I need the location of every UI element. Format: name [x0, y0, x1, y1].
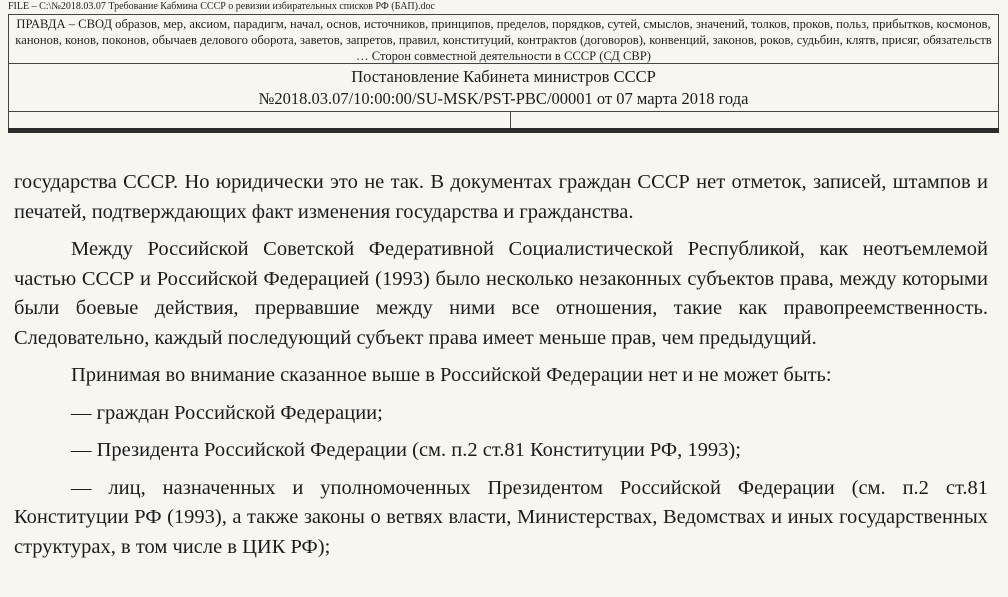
decree-title: Постановление Кабинета министров СССР [351, 67, 656, 86]
decree-number: №2018.03.07/10:00:00/SU-MSK/PST-PBC/00001 от 07 марта 2018 года [258, 89, 749, 108]
paragraph-rsfsr: Между Российской Советской Федеративной Социалистической Республикой, как неотъемлемой частью СССР и Российской Федерацией (1993) было несколько незаконных субъектов права, между которыми были боевые действия, прервавшие между ними все отношения, такие как правопреемственность. Следовательно, каждый последующий субъект права имеет меньше прав, чем предыдущий. [14, 238, 988, 349]
header-rule [9, 111, 998, 112]
list-item-appointees: — лиц, назначенных и уполномоченных Президентом Российской Федерации (см. п.2 ст.81 Конституции РФ (1993), а также законы о ветвях власти, Министерствах, Ведомствах и иных государственных структурах, в том числе в ЦИК РФ); [14, 476, 988, 558]
header-thick-rule [8, 128, 999, 133]
paragraph-continuation: государства СССР. Но юридически это не так. В документах граждан СССР нет отметок, записей, штампов и печатей, подтверждающих факт изменения государства и гражданства. [14, 171, 988, 223]
list-item-citizens: — граждан Российской Федерации; [71, 401, 383, 424]
file-path-line: FILE – C:\№2018.03.07 Требование Кабмина СССР о ревизии избирательных списков РФ (БАП).doc [8, 1, 435, 12]
header-divider [510, 111, 511, 128]
decree-block [9, 64, 998, 110]
pravda-preamble: ПРАВДА – СВОД образов, мер, аксиом, парадигм, начал, основ, источников, принципов, пределов, порядков, сутей, смыслов, значений, толков, проков, польз, прибытков, космонов, канонов, конов, поконов, обычаев делового оборота, заветов, запретов, правил, конституций, контрактов (договоров), конвенций, законов, роков, судьбин, клятв, присяг, обязательств … Сторон совместной деятельности в СССР (СД СВР) [9, 15, 998, 64]
document-body [14, 168, 988, 562]
list-item-president: — Президента Российской Федерации (см. п.2 ст.81 Конституции РФ, 1993); [71, 439, 741, 461]
paragraph-conclusion-intro: Принимая во внимание сказанное выше в Российской Федерации нет и не может быть: [71, 364, 832, 386]
document-header [8, 14, 999, 133]
